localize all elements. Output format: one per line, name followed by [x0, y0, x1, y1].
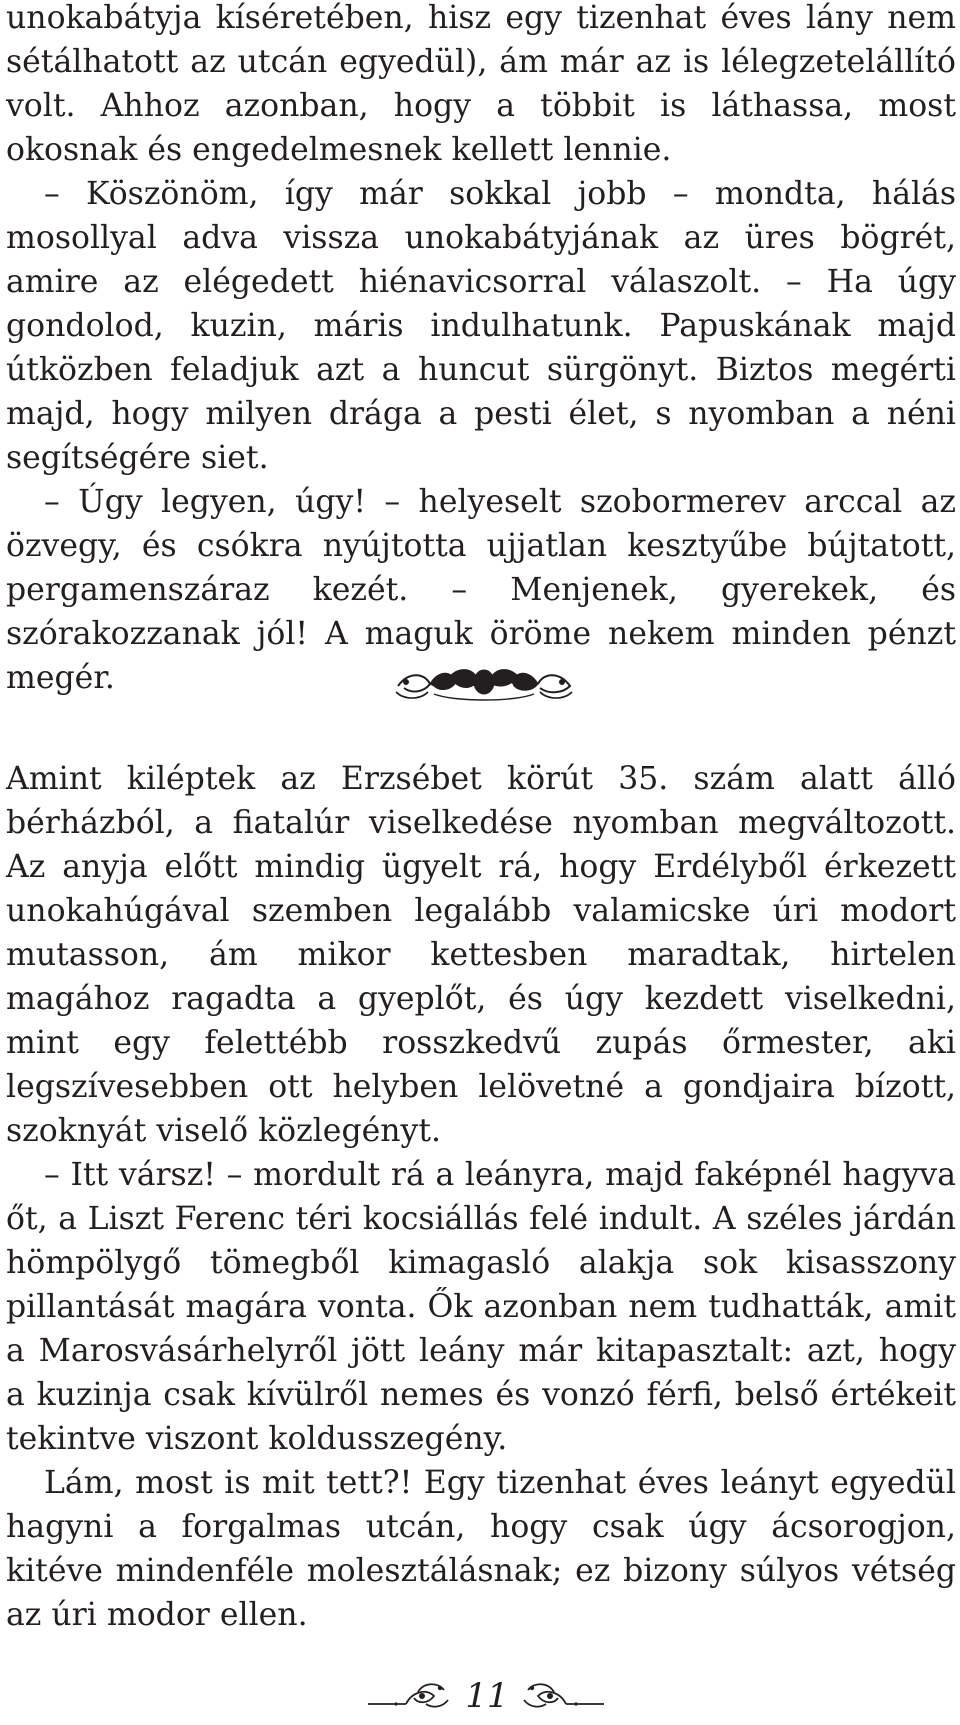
paragraph-dialogue-2: – Úgy legyen, úgy! – helyeselt szobormerev arccal az özvegy, és csókra nyújtotta ujjatlan kesztyűbe bújtatott, pergamenszáraz kezét. – Menjenek, gyerekek, és szórakozzanak jól! A maguk öröme nekem minden pénzt megér.: [6, 484, 956, 696]
flourish-left-icon: [366, 1678, 450, 1714]
page-number: 11: [465, 1676, 509, 1716]
page-footer: [366, 1672, 606, 1722]
text-section-top: [6, 0, 956, 700]
paragraph-narration-3: Lám, most is mit tett?! Egy tizenhat éves leányt egyedül hagyni a forgalmas utcán, hogy csak úgy ácsorogjon, kitéve mindenféle molesztálásnak; ez bizony súlyos vétség az úri modor ellen.: [6, 1465, 956, 1633]
paragraph-narration-1: Amint kiléptek az Erzsébet körút 35. szám alatt álló bérházból, a fiatalúr viselkedése nyomban megváltozott. Az anyja előtt mindig ügyelt rá, hogy Erdélyből érkezett unokahúgával szemben legalább valamicske úri modort mutasson, ám mikor kettesben maradtak, hirtelen magához ragadta a gyeplőt, és úgy kezdett viselkedni, mint egy felettébb rosszkedvű zupás őrmester, aki legszívesebben ott helyben lelövetné a gondjaira bízott, szoknyát viselő közlegényt.: [6, 761, 956, 1149]
paragraph-dialogue-1: – Köszönöm, így már sokkal jobb – mondta, hálás mosollyal adva vissza unokabátyjának az üres bögrét, amire az elégedett hiénavicsorral válaszolt. – Ha úgy gondolod, kuzin, máris indulhatunk. Papuskának majd útközben feladjuk azt a huncut sürgönyt. Biztos megérti majd, hogy milyen drága a pesti élet, s nyomban a néni segítségére siet.: [6, 176, 956, 476]
flourish-right-icon: [522, 1678, 606, 1714]
floral-ornament-icon: [394, 662, 574, 706]
book-page: [6, 0, 956, 1725]
paragraph-narration-2: – Itt vársz! – mordult rá a leányra, majd faképnél hagyva őt, a Liszt Ferenc téri kocsiállás felé indult. A széles járdán hömpölygő tömegből kimagasló alakja sok kisasszony pillantását magára vonta. Ők azonban nem tudhatták, amit a Marosvásárhelyről jött leány már kitapasztalt: azt, hogy a kuzinja csak kívülről nemes és vonzó férfi, belső értékeit tekintve viszont koldusszegény.: [6, 1157, 956, 1457]
text-section-bottom: [6, 757, 956, 1637]
paragraph-continuation: unokabátyja kíséretében, hisz egy tizenhat éves lány nem sétálhatott az utcán egyedül), ám már az is lélegzetelállító volt. Ahhoz azonban, hogy a többit is láthassa, most okosnak és engedelmesnek kellett lennie.: [6, 0, 956, 168]
